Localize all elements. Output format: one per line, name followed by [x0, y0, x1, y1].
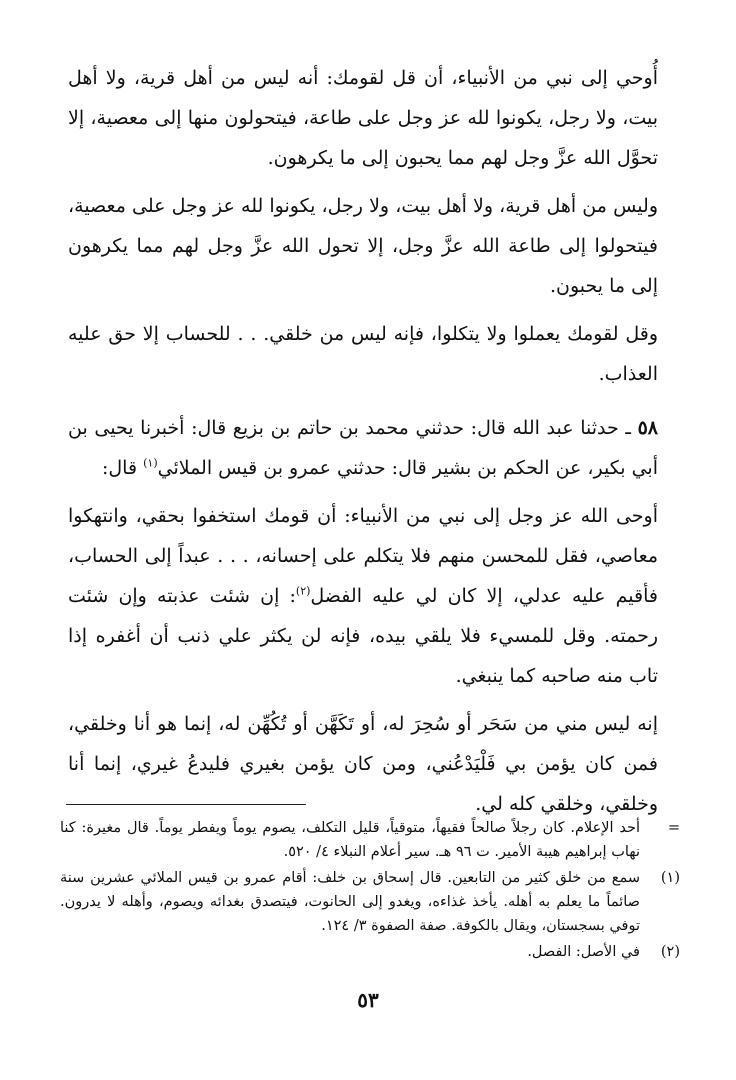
paragraph-2: وليس من أهل قرية، ولا أهل بيت، ولا رجل، يكونوا لله عز وجل على معصية، فيتحولوا إلى طاعة الله عزَّ وجل، إلا تحول الله عزَّ وجل لهم مما يكرهون إلى ما يحبون.: [68, 195, 658, 297]
page-body: [68, 58, 658, 832]
paragraph-5: [68, 496, 658, 696]
footnote-divider: [66, 804, 306, 805]
footnote-1: [60, 866, 680, 938]
hadith-58: [68, 408, 658, 488]
paragraph-3: وقل لقومك يعملوا ولا يتكلوا، فإنه ليس من خلقي. . . للحساب إلا حق عليه العذاب.: [68, 323, 658, 385]
footnote-label: (٢): [660, 944, 680, 960]
footnote-label: (١): [660, 870, 680, 886]
paragraph-5-text-a: أوحى الله عز وجل إلى نبي من الأنبياء: أن قومك استخفوا بحقي، وانتهكوا معاصي، فقل للمحسن منهم فلا يتكلم على إحسانه، . . . عبداً إلى الحساب، فأقيم عليه عدلي، إلا كان لي عليه الفضل: [68, 505, 658, 607]
footnote-text: أحد الإعلام. كان رجلاً صالحاً فقيهاً، متوقياً، قليل التكلف، يصوم يوماً ويفطر يوماً. قال مغيرة: كنا نهاب إبراهيم هيبة الأمير. ت ٩٦ هـ. سير أعلام النبلاء ٤/ ٥٢٠.: [60, 820, 640, 860]
footnote-label: =: [667, 820, 680, 836]
footnote-text: في الأصل: الفصل.: [527, 944, 640, 960]
footnote-marker-1: (١): [143, 456, 158, 470]
paragraph-5-text-b: : إن شئت عذبته وإن شئت رحمته. وقل للمسيء فلا يلقي بيده، فإنه لن يكثر علي ذنب أن أغفره إذا تاب منه صاحبه كما ينبغي.: [68, 585, 658, 687]
hadith-chain-text-a: ـ حدثنا عبد الله قال: حدثني محمد بن حاتم بن بزيع قال: أخبرنا يحيى بن أبي بكير، عن الحكم بن بشير قال: حدثني عمرو بن قيس الملائي: [68, 417, 658, 479]
footnote-continuation: [60, 816, 680, 864]
paragraph-6: إنه ليس مني من سَحَر أو سُحِرَ له، أو تَكَهَّن أو تُكُهِّن له، إنما هو أنا وخلقي، فمن كان يؤمن بي فَلْيَدْعُني، ومن كان يؤمن بغيري فليدعُ غيري، إنما أنا وخلقي، وخلقي كله لي.: [68, 713, 658, 815]
hadith-chain-text-b: قال:: [101, 457, 144, 479]
paragraph-1: أُوحي إلى نبي من الأنبياء، أن قل لقومك: أنه ليس من أهل قرية، ولا أهل بيت، ولا رجل، يكونوا لله عز وجل على طاعة، فيتحولون منها إلى معصية، إلا تحوَّل الله عزَّ وجل لهم مما يحبون إلى ما يكرهون.: [68, 67, 658, 169]
footnote-2: [60, 940, 680, 964]
hadith-number: ٥٨: [637, 417, 658, 439]
footnotes: [60, 816, 680, 966]
page-number: ٥٣: [357, 988, 379, 1012]
footnote-text: سمع من خلق كثير من التابعين. قال إسحاق بن خلف: أقام عمرو بن قيس الملائي عشرين سنة صائماً ما يعلم به أهله. يأخذ غذاءه، ويغدو إلى الحانوت، فيتصدق بغدائه ويصوم، وأهله لا يدرون. توفي بسجستان، ويقال بالكوفة. صفة الصفوة ٣/ ١٢٤.: [60, 870, 640, 934]
footnote-marker-2: (٢): [295, 584, 311, 598]
